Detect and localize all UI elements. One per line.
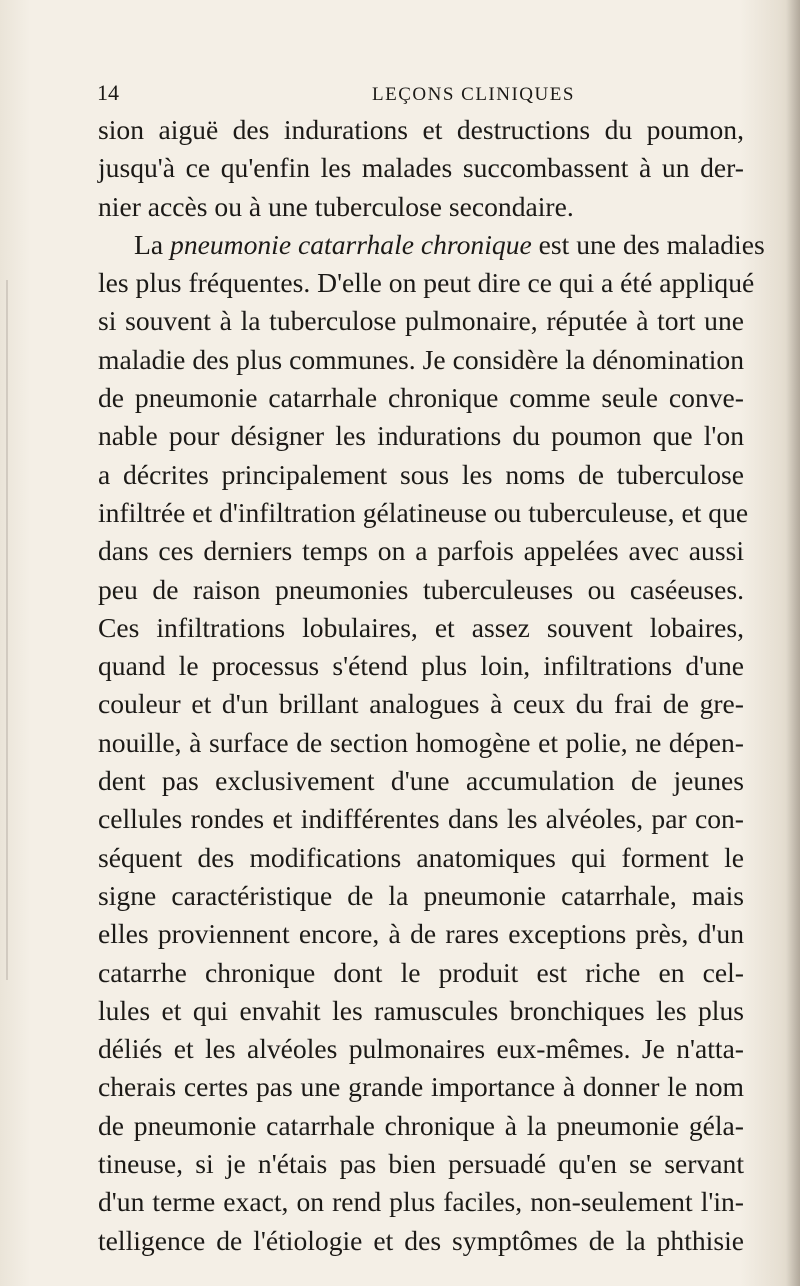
italic-term: pneumonie catarrhale chronique (170, 228, 532, 260)
text-line: nable pour désigner les indurations du poumon que l'on (98, 420, 744, 452)
text-line: La pneumonie catarrhale chronique est une des maladies (134, 228, 765, 260)
text-line: catarrhe chronique dont le produit est riche en cel- (98, 956, 744, 988)
text-line: jusqu'à ce qu'enfin les malades succombassent à un der- (98, 152, 744, 184)
text-line: d'un terme exact, on rend plus faciles, non-seulement l'in- (98, 1186, 744, 1218)
text-line: nier accès ou à une tuberculose secondaire. (98, 190, 574, 222)
page-edge-shadow (6, 280, 8, 980)
text-line: si souvent à la tuberculose pulmonaire, réputée à tort une (98, 305, 744, 337)
text-line: infiltrée et d'infiltration gélatineuse ou tuberculeuse, et que (98, 496, 749, 528)
text-line: a décrites principalement sous les noms de tuberculose (98, 458, 744, 490)
text-line: quand le processus s'étend plus loin, infiltrations d'une (98, 650, 744, 682)
text-line: elles proviennent encore, à de rares exceptions près, d'un (98, 918, 744, 950)
text-line: cherais certes pas une grande importance à donner le nom (98, 1071, 744, 1103)
text-line: sion aiguë des indurations et destructions du poumon, (98, 114, 744, 145)
text-line: dans ces derniers temps on a parfois appelées avec aussi (98, 535, 744, 567)
text-line: lules et qui envahit les ramuscules bronchiques les plus (98, 994, 744, 1026)
text-line: les plus fréquentes. D'elle on peut dire ce qui a été appliqué (98, 267, 755, 299)
running-title: LEÇONS CLINIQUES (372, 84, 575, 105)
text-line: signe caractéristique de la pneumonie catarrhale, mais (98, 879, 744, 911)
text-line: nouille, à surface de section homogène et polie, ne dépen- (98, 726, 744, 758)
page-edge-shadow (786, 0, 800, 1286)
text-line: tineuse, si je n'étais pas bien persuadé qu'en se servant (98, 1148, 744, 1180)
text-line: couleur et d'un brillant analogues à ceux du frai de gre- (98, 688, 744, 720)
text-line: peu de raison pneumonies tuberculeuses ou caséeuses. (98, 573, 744, 605)
text-line: maladie des plus communes. Je considère la dénomination (98, 343, 744, 375)
text-line: cellules rondes et indifférentes dans les alvéoles, par con- (98, 803, 744, 835)
text-line: déliés et les alvéoles pulmonaires eux-mêmes. Je n'atta- (98, 1033, 744, 1065)
page-number: 14 (97, 80, 119, 105)
body-text (98, 111, 765, 1260)
text-line: séquent des modifications anatomiques qui forment le (98, 841, 744, 873)
text-line: de pneumonie catarrhale chronique à la pneumonie géla- (98, 1109, 744, 1141)
text-line: telligence de l'étiologie et des symptômes de la phthisie (98, 1224, 744, 1256)
text-line: de pneumonie catarrhale chronique comme seule conve- (98, 382, 744, 414)
text-line: dent pas exclusivement d'une accumulation de jeunes (98, 765, 744, 797)
text-line: Ces infiltrations lobulaires, et assez souvent lobaires, (98, 611, 744, 643)
